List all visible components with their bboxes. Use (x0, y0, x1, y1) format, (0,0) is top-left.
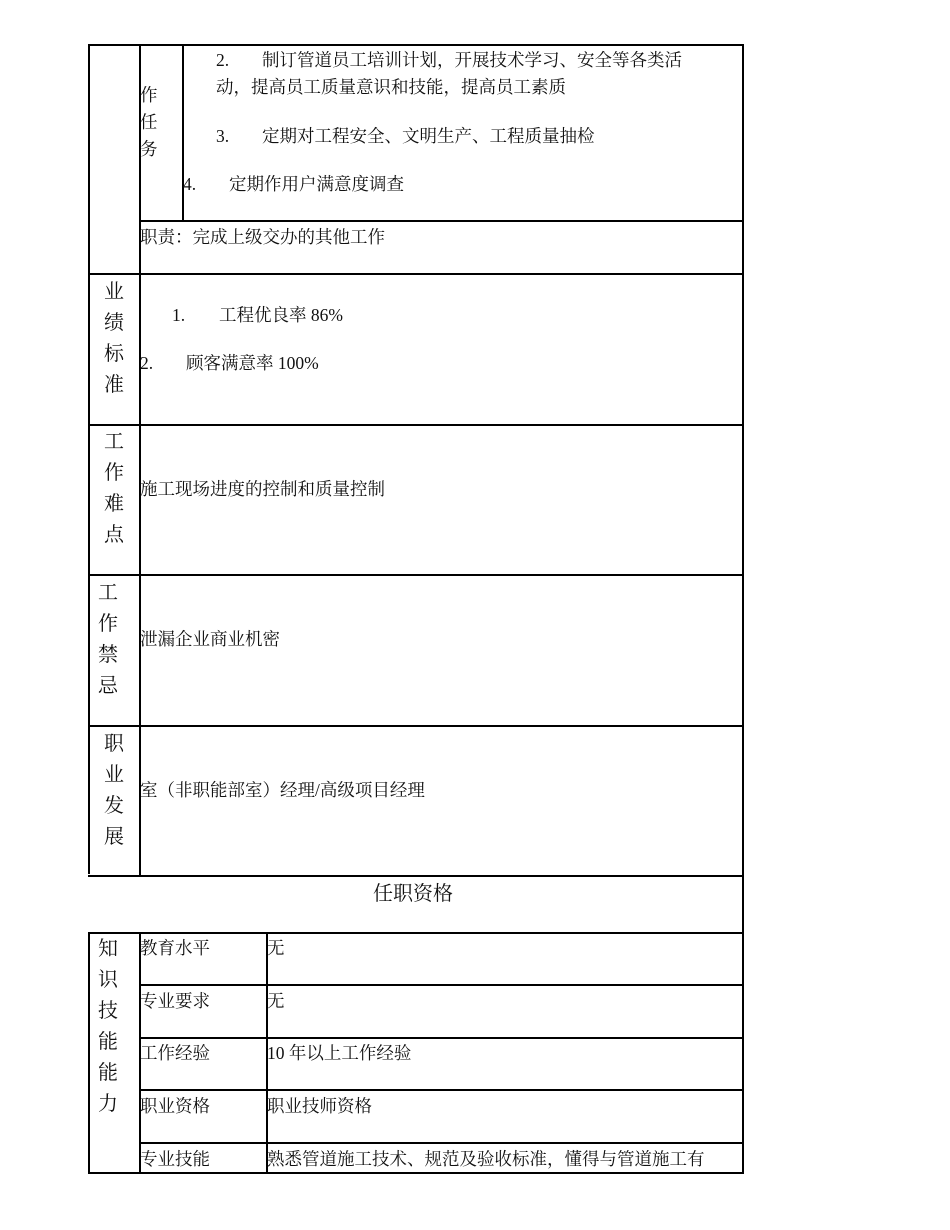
border-line (139, 984, 744, 986)
border-line (88, 574, 744, 576)
qualification-value: 无 (267, 938, 285, 958)
duty-item-number: 2. (216, 50, 230, 70)
border-line (139, 220, 744, 222)
qualification-key: 专业要求 (140, 991, 210, 1011)
career-label: 职 业 发 展 (104, 733, 124, 848)
duty-item-text: 定期对工程安全、文明生产、工程质量抽检 (262, 126, 595, 146)
performance-item-number: 1. (172, 305, 186, 325)
border-line (139, 1037, 744, 1039)
border-line (742, 44, 744, 1174)
taboo-text: 泄漏企业商业机密 (140, 629, 280, 649)
duty-item-text: 制订管道员工培训计划，开展技术学习、安全等各类活 (262, 50, 682, 70)
border-line (88, 932, 744, 934)
border-line (139, 44, 141, 875)
duty-item-text: 定期作用户满意度调查 (229, 174, 404, 194)
qualification-key: 教育水平 (140, 938, 210, 958)
qualification-value: 无 (267, 991, 285, 1011)
border-line (139, 1089, 744, 1091)
performance-label: 业 绩 标 准 (104, 281, 124, 396)
border-line (88, 44, 90, 874)
career-text: 室（非职能部室）经理/高级项目经理 (140, 780, 425, 800)
difficulty-label: 工 作 难 点 (104, 431, 124, 546)
performance-item-number: 2. (140, 353, 154, 373)
border-line (88, 424, 744, 426)
border-line (88, 44, 744, 46)
duty-item-number: 3. (216, 126, 230, 146)
qualification-value: 职业技师资格 (267, 1096, 372, 1116)
qualification-value: 10 年以上工作经验 (267, 1043, 412, 1063)
duty-item-text: 动，提高员工质量意识和技能，提高员工素质 (216, 77, 566, 97)
duties-sub-label: 作 任 务 (140, 85, 158, 159)
qualification-value: 熟悉管道施工技术、规范及验收标准，懂得与管道施工有 (267, 1149, 705, 1169)
knowledge-skills-label: 知 识 技 能 能 力 (98, 938, 118, 1115)
performance-item-text: 工程优良率 86% (219, 305, 343, 325)
border-line (88, 725, 744, 727)
border-line (88, 273, 744, 275)
duty-item-number: 4. (183, 174, 197, 194)
qualification-key: 工作经验 (140, 1043, 210, 1063)
qualification-key: 职业资格 (140, 1096, 210, 1116)
other-duty-text: 职责：完成上级交办的其他工作 (140, 227, 385, 247)
border-line (88, 875, 744, 877)
qualification-key: 专业技能 (140, 1149, 210, 1169)
border-line (139, 1142, 744, 1144)
taboo-label: 工 作 禁 忌 (98, 582, 118, 697)
border-line (88, 1172, 744, 1174)
qualifications-title: 任职资格 (373, 883, 453, 905)
difficulty-text: 施工现场进度的控制和质量控制 (140, 479, 385, 499)
performance-item-text: 顾客满意率 100% (186, 353, 319, 373)
